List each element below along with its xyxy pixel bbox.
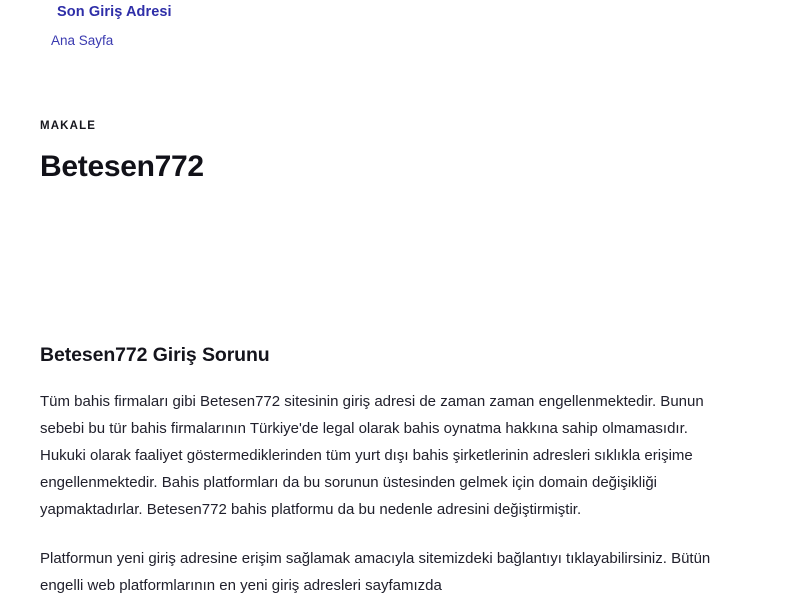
nav-link-ana-sayfa[interactable]: Ana Sayfa [51,33,114,48]
nav-item-ana-sayfa[interactable] [51,32,760,50]
top-navigation [0,0,800,50]
page-title: Betesen772 [40,150,204,183]
nav-link-list [40,21,760,50]
article-category-label: MAKALE [40,120,97,132]
article-paragraph: Tüm bahis firmaları gibi Betesen772 sitesinin giriş adresi de zaman zaman engellenmektedir. Bunun sebebi bu tür bahis firmalarının Türkiye'de legal olarak bahis oynatma hakkına sahip olmamasıdır. Hukuki olarak faaliyet göstermediklerinden tüm yurt dışı bahis şirketlerinin adresleri sıklıkla erişime engellenmektedir. Bahis platformları da bu sorunun üstesinden gelmek için domain değişikliği yapmaktadırlar. Betesen772 bahis platformu da bu nedenle adresini değiştirmiştir. [40,393,704,518]
site-brand[interactable]: Son Giriş Adresi [57,4,172,20]
section-heading: Betesen772 Giriş Sorunu [40,344,270,366]
article-paragraph: Platformun yeni giriş adresine erişim sağlamak amacıyla sitemizdeki bağlantıyı tıklayabilirsiniz. Bütün engelli web platformlarının en yeni giriş adresleri sayfamızda [40,550,711,594]
article-main [0,50,800,599]
